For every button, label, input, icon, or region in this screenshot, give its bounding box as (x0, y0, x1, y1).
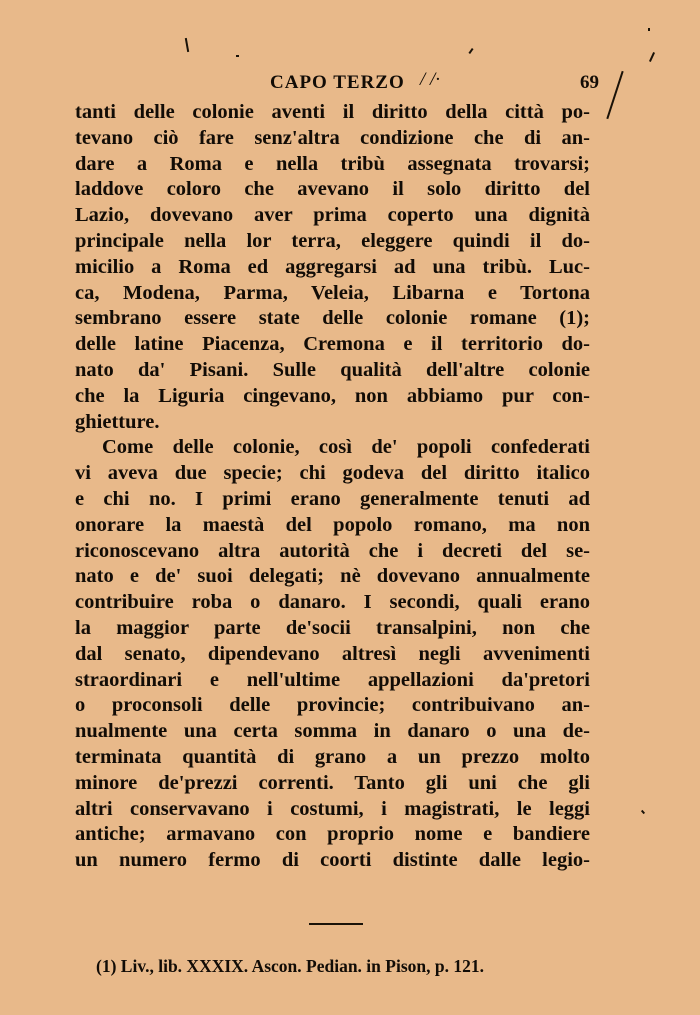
body-text (75, 100, 590, 874)
text-line: ghietture. (75, 410, 160, 433)
scan-mark (648, 28, 650, 31)
text-line: riconoscevano altra autorità che i decreti del se- (75, 539, 590, 562)
text-line: Come delle colonie, così de' popoli confederati (102, 436, 590, 459)
text-line: la maggior parte de'socii transalpini, non che (75, 616, 590, 639)
text-line: ca, Modena, Parma, Veleia, Libarna e Tortona (75, 281, 590, 304)
scan-mark (649, 52, 655, 62)
text-line: tevano ciò fare senz'altra condizione che di an- (75, 126, 590, 149)
text-line: o proconsoli delle provincie; contribuivano an- (75, 694, 590, 717)
page-number: 69 (580, 72, 599, 93)
text-line: e chi no. I primi erano generalmente tenuti ad (75, 487, 590, 510)
text-line: sembrano essere state delle colonie romane (1); (75, 307, 590, 330)
scan-mark (606, 71, 623, 119)
running-head (75, 68, 599, 98)
scan-mark (185, 38, 189, 52)
text-line: straordinari e nell'ultime appellazioni da'pretori (75, 668, 590, 691)
text-line: micilio a Roma ed aggregarsi ad una tribù. Luc- (75, 255, 590, 278)
text-line: principale nella lor terra, eleggere quindi il do- (75, 229, 590, 252)
text-line: un numero fermo di coorti distinte dalle legio- (75, 849, 590, 872)
text-line: che la Liguria cingevano, non abbiamo pur con- (75, 384, 590, 407)
text-line: altri conservavano i costumi, i magistrati, le leggi (75, 797, 590, 820)
text-line: onorare la maestà del popolo romano, ma non (75, 513, 590, 536)
text-line: antiche; armavano con proprio nome e bandiere (75, 823, 590, 846)
text-line: minore de'prezzi correnti. Tanto gli uni che gli (75, 771, 590, 794)
scan-mark (641, 810, 645, 814)
text-line: Lazio, dovevano aver prima coperto una dignità (75, 204, 590, 227)
text-line: contribuire roba o danaro. I secondi, quali erano (75, 591, 590, 614)
text-line: tanti delle colonie aventi il diritto della città po- (75, 101, 590, 123)
text-line: terminata quantità di grano a un prezzo molto (75, 745, 590, 768)
scan-mark (236, 55, 239, 57)
text-line: nato da' Pisani. Sulle qualità dell'altre colonie (75, 358, 590, 381)
scan-mark (468, 48, 473, 54)
chapter-title: CAPO TERZO (270, 72, 405, 93)
text-line: nualmente una certa somma in danaro o una de- (75, 720, 590, 743)
text-line: vi aveva due specie; chi godeva del diritto italico (75, 462, 590, 485)
footnote: (1) Liv., lib. XXXIX. Ascon. Pedian. in Pison, p. 121. (96, 956, 484, 976)
footnote-divider (309, 923, 363, 925)
pencil-marks: / /· (420, 69, 441, 90)
text-line: dal senato, dipendevano altresì negli avvenimenti (75, 642, 590, 665)
text-line: nato e de' suoi delegati; nè dovevano annualmente (75, 565, 590, 588)
text-line: dare a Roma e nella tribù assegnata trovarsi; (75, 152, 590, 175)
text-line: laddove coloro che avevano il solo diritto del (75, 178, 590, 201)
text-line: delle latine Piacenza, Cremona e il territorio do- (75, 333, 590, 356)
